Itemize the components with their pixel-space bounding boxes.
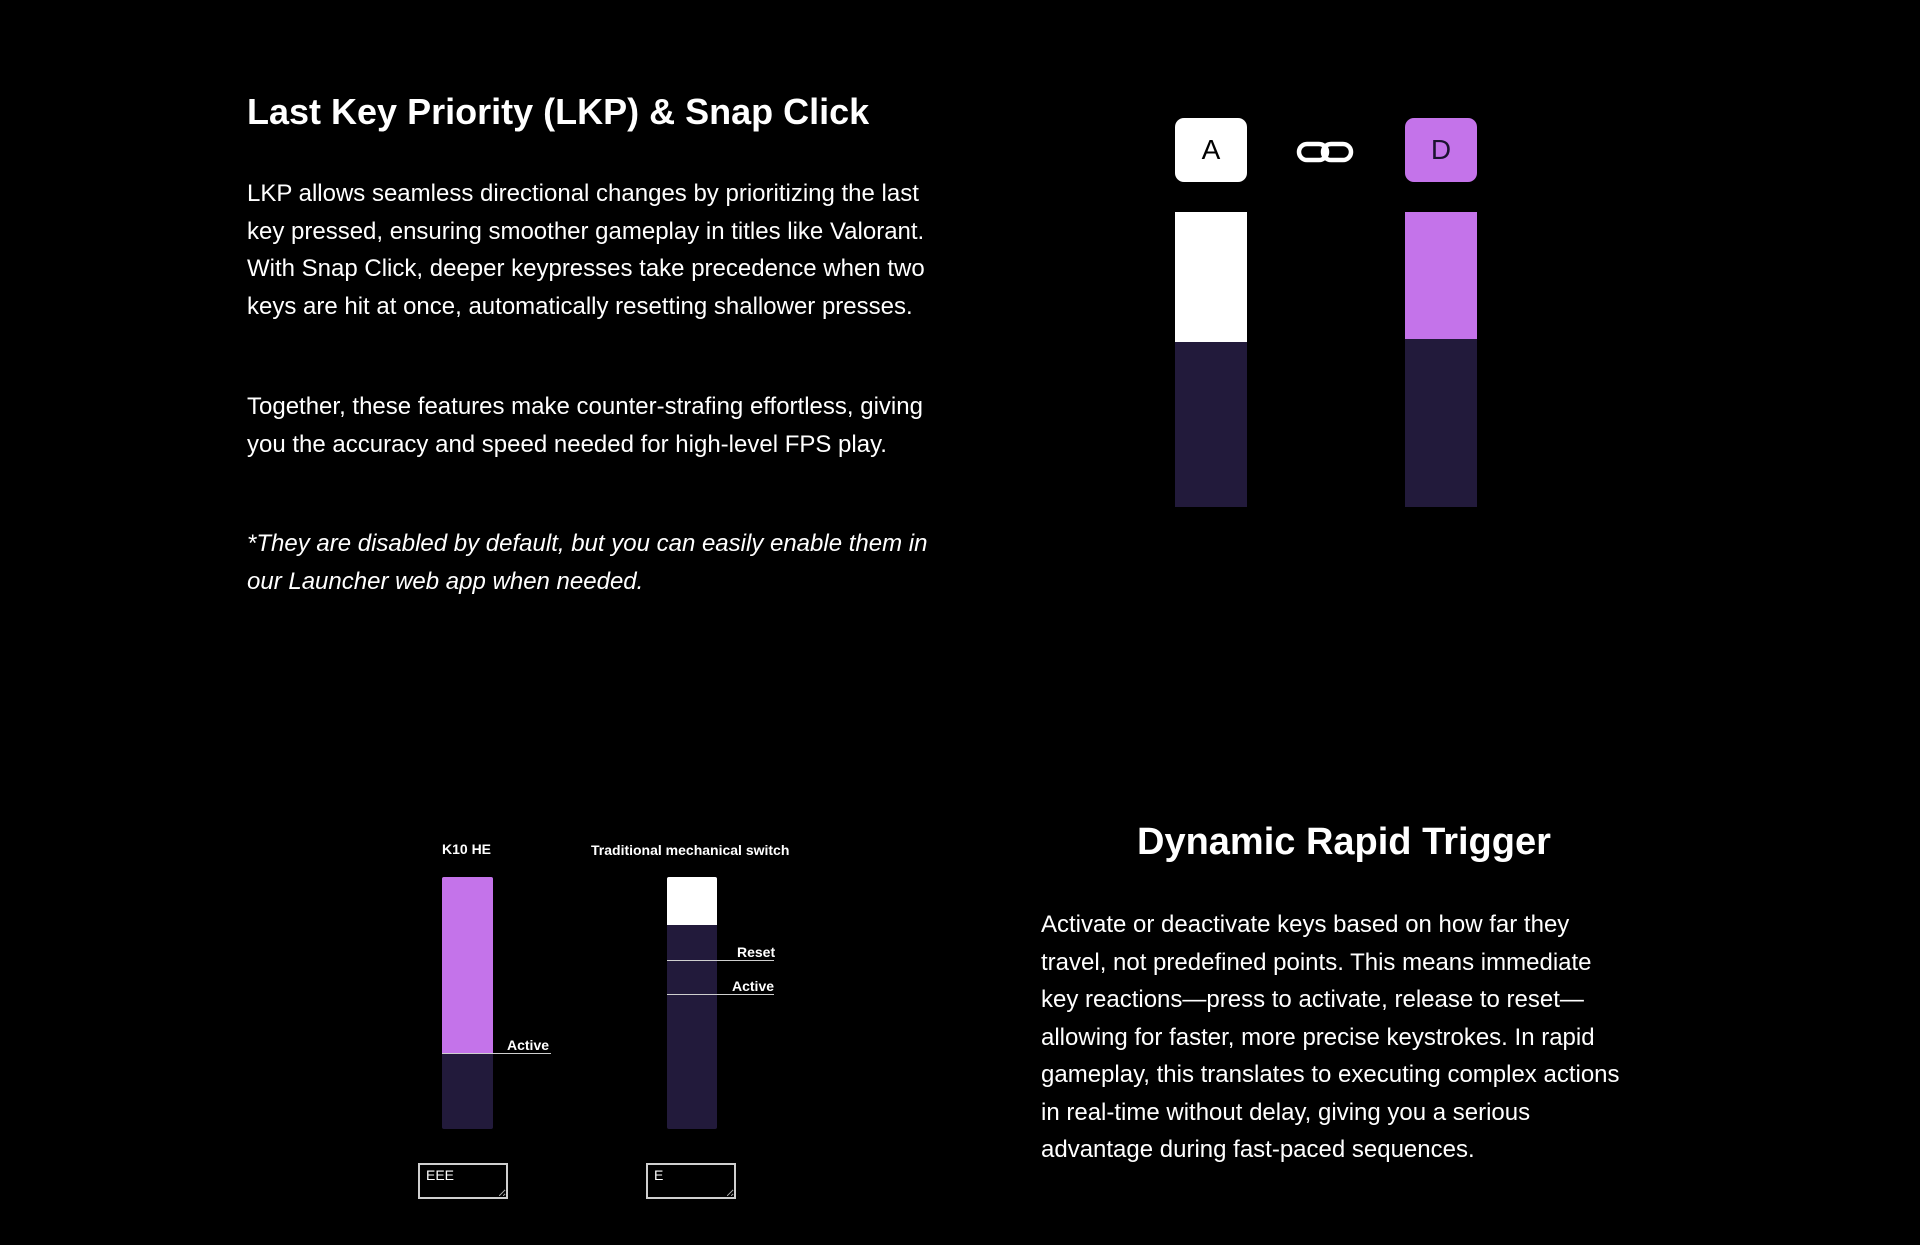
traditional-key-input[interactable] [646,1163,736,1199]
rapid-trigger-title: Dynamic Rapid Trigger [1137,821,1551,863]
lkp-title: Last Key Priority (LKP) & Snap Click [247,91,870,132]
keycap-d [1405,118,1477,182]
lkp-paragraph-2: Together, these features make counter-strafing effortless, giving you the accuracy and speed needed for high-level FPS play. [247,393,923,458]
key-d-travel-fill [1405,212,1477,339]
k10-label: K10 HE [442,841,492,857]
rapid-trigger-paragraph: Activate or deactivate keys based on how far they travel, not predefined points. This means immediate key reactions—press to activate, release to reset—allowing for faster, more precise keystrokes. In rapid gameplay, this translates to executing complex actions in real-time without delay, giving you a serious advantage during fast-paced sequences. [1041,911,1620,1163]
traditional-reset-label: Reset [737,944,776,960]
traditional-active-label: Active [732,978,775,994]
traditional-switch-label: Traditional mechanical switch [591,842,790,858]
lkp-note: *They are disabled by default, but you can easily enable them in our Launcher web app when needed. [247,530,928,595]
k10-travel-fill [442,877,493,1053]
key-d-travel-bar [1405,212,1477,507]
k10-key-input[interactable] [418,1163,508,1199]
traditional-travel-fill [667,877,717,925]
key-a-travel-fill [1175,212,1247,342]
keycap-a-label: A [1201,134,1221,165]
lkp-paragraph-1: LKP allows seamless directional changes by prioritizing the last key pressed, ensuring smoother gameplay in titles like Valorant. With Snap Click, deeper keypresses take precedence when two keys are hit at once, automatically resetting shallower presses. [247,180,925,320]
k10-travel-bar [442,877,493,1129]
k10-active-label: Active [507,1037,550,1053]
keycap-d-label: D [1430,134,1452,165]
link-icon [1296,137,1354,167]
key-a-travel-bar [1175,212,1247,507]
keycap-a [1175,118,1247,182]
traditional-travel-bar [667,877,717,1129]
